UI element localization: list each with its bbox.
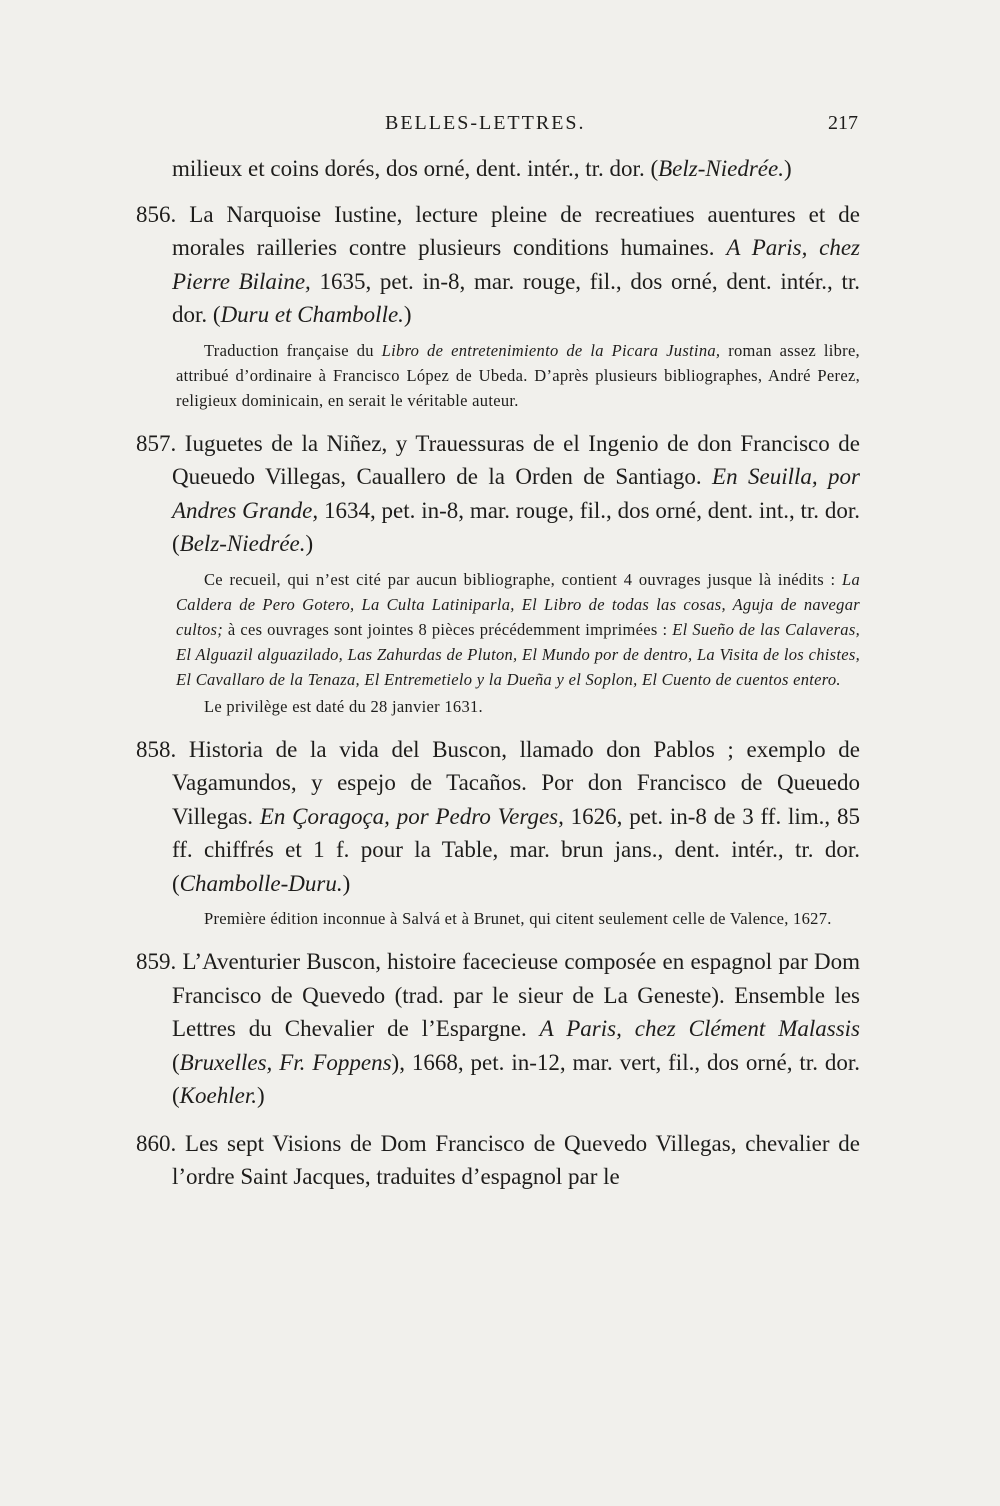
entry-imprint: A Paris, chez Clément Malassis bbox=[539, 1016, 860, 1041]
binder-name: Duru et Chambolle. bbox=[220, 302, 404, 327]
page-header bbox=[170, 112, 858, 142]
entry-number: 856. bbox=[136, 201, 177, 227]
entry-number: 859. bbox=[136, 949, 177, 974]
entry-description: 858. Historia de la vida del Buscon, llamado don Pablos ; exemplo de Vagamundos, y espejo de Tacaños. Por don Francisco de Queuedo Villegas. En Çoragoça, por Pedro Verges, 1626, pet. in-8 de 3 ff. lim., 85 ff. chiffrés et 1 f. pour la Table, mar. brun jans., dent. intér., tr. dor. (Chambolle-Duru.) bbox=[136, 736, 861, 896]
catalogue-entry-859 bbox=[136, 945, 861, 1113]
entry-note-privilege: Le privilège est daté du 28 janvier 1631. bbox=[204, 696, 483, 716]
page-number: 217 bbox=[828, 112, 858, 134]
entry-number: 860. bbox=[136, 1130, 177, 1156]
catalogue-entry-857 bbox=[136, 427, 861, 719]
entry-imprint-actual: Bruxelles, Fr. Foppens bbox=[179, 1049, 392, 1075]
entry-note: Première édition inconnue à Salvá et à Brunet, qui citent seulement celle de Valence, 1627. bbox=[204, 909, 832, 928]
catalogue-entry-860 bbox=[136, 1127, 860, 1194]
binder-name: Belz-Niedrée. bbox=[179, 531, 306, 556]
entry-imprint: En Seuilla, por Andres Grande, bbox=[172, 464, 860, 523]
entry-imprint: En Çoragoça, por Pedro Verges, bbox=[259, 803, 564, 829]
entry-description: 856. La Narquoise Iustine, lecture pleine de recreatiues auentures et de morales railleries contre plusieurs conditions humaines. A Paris, chez Pierre Bilaine, 1635, pet. in-8, mar. rouge, fil., dos orné, dent. intér., tr. dor. (Duru et Chambolle.) bbox=[136, 201, 861, 327]
catalogue-entry-858 bbox=[136, 733, 861, 932]
entry-description: 860. Les sept Visions de Dom Francisco de Quevedo Villegas, chevalier de l’ordre Saint Jacques, traduites d’espagnol par le bbox=[136, 1130, 860, 1189]
running-title: BELLES-LETTRES. bbox=[385, 112, 586, 134]
entry-description: 857. Iuguetes de la Niñez, y Trauessuras de el Ingenio de don Francisco de Queuedo Villegas, Cauallero de la Orden de Santiago. En Seuilla, por Andres Grande, 1634, pet. in-8, mar. rouge, fil., dos orné, dent. int., tr. dor. (Belz-Niedrée.) bbox=[136, 430, 861, 556]
catalogue-entry-856 bbox=[136, 198, 861, 413]
continuation-paragraph: milieux et coins dorés, dos orné, dent. intér., tr. dor. (Belz-Niedrée.) bbox=[172, 156, 792, 181]
binder-name: Koehler. bbox=[179, 1083, 257, 1108]
binder-name: Chambolle-Duru. bbox=[179, 870, 343, 896]
entry-note: Ce recueil, qui n’est cité par aucun bibliographe, contient 4 ouvrages jusque là inédits : La Caldera de Pero Gotero, La Culta Latiniparla, El Libro de todas las cosas, Aguja de navegar cultos; à ces ouvrages sont jointes 8 pièces précédemment imprimées : El Sueño de las Calaveras, El Alguazil alguazilado, Las Zahurdas de Pluton, El Mundo por de dentro, La Visita de los chistes, El Cavallaro de la Tenaza, El Entremetielo y la Dueña y el Soplon, El Cuento de cuentos entero. bbox=[176, 569, 860, 689]
binder-name: Belz-Niedrée. bbox=[658, 156, 784, 181]
entry-number: 857. bbox=[136, 430, 177, 456]
entry-note: Traduction française du Libro de entretenimiento de la Picara Justina, roman assez libre, attribué d’ordinaire à Francisco López de Ubeda. D’après plusieurs bibliographes, André Perez, religieux dominicain, en serait le véritable auteur. bbox=[176, 340, 860, 410]
entry-number: 858. bbox=[136, 736, 177, 762]
entry-description: 859. L’Aventurier Buscon, histoire facecieuse composée en espagnol par Dom Francisco de Quevedo (trad. par le sieur de La Geneste). Ensemble les Lettres du Chevalier de l’Espargne. A Paris, chez Clément Malassis (Bruxelles, Fr. Foppens), 1668, pet. in-12, mar. vert, fil., dos orné, tr. dor. (Koehler.) bbox=[136, 949, 861, 1108]
catalogue-text bbox=[136, 152, 861, 1208]
entry-imprint: A Paris, chez Pierre Bilaine, bbox=[172, 235, 861, 294]
